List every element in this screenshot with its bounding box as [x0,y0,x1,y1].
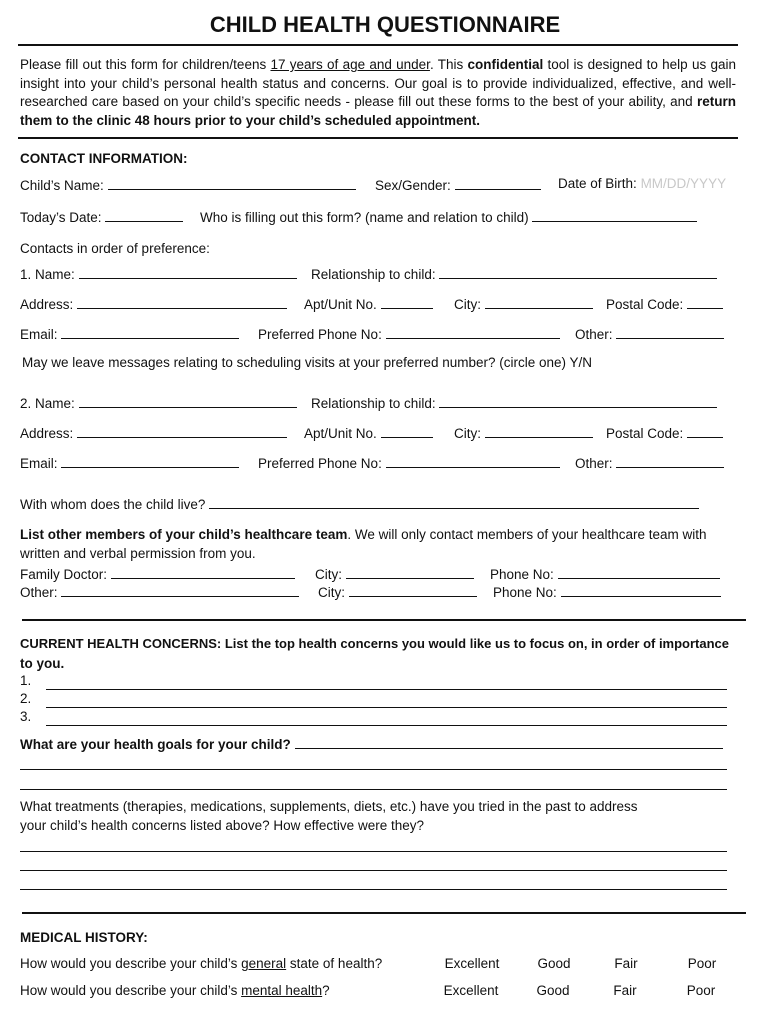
team-other-phone-input[interactable] [561,583,721,597]
contact2-address-field[interactable] [20,424,287,442]
sex-input[interactable] [455,176,541,190]
messages-question: May we leave messages relating to scheduling visits at your preferred number? (circle one) Y/N [22,355,593,370]
goals-field[interactable] [20,735,723,753]
contact1-postal-field[interactable] [606,295,723,313]
treatments-line-2[interactable] [20,870,727,871]
title-divider [18,44,738,46]
lives-with-field[interactable] [20,495,699,513]
contact2-relationship-label: Relationship to child: [311,396,436,411]
contact2-other-field[interactable] [575,454,724,472]
contact1-address-field[interactable] [20,295,287,313]
form-title: CHILD HEALTH QUESTIONNAIRE [209,12,561,37]
contact2-city-field[interactable] [454,424,593,442]
doctor-phone-field[interactable] [490,565,720,583]
contact1-apt-input[interactable] [381,295,433,309]
contact1-address-label: Address: [20,297,74,312]
doctor-city-field[interactable] [315,565,474,583]
concern-item-3-label: 3. [20,709,32,724]
contact1-phone-label: Preferred Phone No: [258,327,382,342]
intro-text-1: Please fill out this form for children/teens [20,57,271,72]
contact1-relationship-label: Relationship to child: [311,267,436,282]
contact2-other-input[interactable] [616,454,724,468]
doctor-phone-label: Phone No: [490,567,554,582]
doctor-phone-input[interactable] [558,565,720,579]
contact1-name-field[interactable] [20,265,297,283]
filled-by-label: Who is filling out this form? (name and relation to child) [200,210,529,225]
goals-label: What are your health goals for your child? [20,737,291,752]
healthcare-team-heading: List other members of your child’s healthcare team [20,527,348,542]
contact2-email-label: Email: [20,456,58,471]
lives-with-label: With whom does the child live? [20,497,206,512]
lives-with-input[interactable] [209,495,699,509]
family-doctor-field[interactable] [20,565,295,583]
contact2-email-input[interactable] [61,454,239,468]
contact2-name-label: 2. Name: [20,396,75,411]
contact2-apt-input[interactable] [381,424,433,438]
sex-field[interactable] [375,176,541,194]
dob-field[interactable] [558,176,726,192]
contact2-city-input[interactable] [485,424,593,438]
team-other-label: Other: [20,585,58,600]
team-other-city-input[interactable] [349,583,477,597]
contact2-city-label: City: [454,426,481,441]
child-name-label: Child’s Name: [20,178,104,193]
contact2-postal-field[interactable] [606,424,723,442]
concerns-divider [22,912,746,914]
todays-date-field[interactable] [20,208,183,226]
general-health-option-excellent[interactable]: Excellent [444,956,500,971]
mental-health-option-poor[interactable]: Poor [686,983,716,998]
intro-text-2: . This [429,57,468,72]
contact2-address-label: Address: [20,426,74,441]
contact1-relationship-field[interactable] [311,265,717,283]
team-other-field[interactable] [20,583,299,601]
concern-item-1-label: 1. [20,673,32,688]
contact2-postal-label: Postal Code: [606,426,684,441]
intro-text-3: tool is designed to help us gain insight into your child’s personal health status and concerns. Our goal is to provide individualized, effective, and well-researched care based on your child’s specific needs - please fill out these forms to the best of your ability, and [20,57,736,109]
contact1-postal-label: Postal Code: [606,297,684,312]
mental-health-q-post: ? [322,983,330,998]
mental-health-option-fair[interactable]: Fair [613,983,637,998]
team-other-phone-field[interactable] [493,583,721,601]
contact1-address-input[interactable] [77,295,287,309]
contact1-email-label: Email: [20,327,58,342]
treatments-question: What treatments (therapies, medications, supplements, diets, etc.) have you tried in the past to address [20,799,638,814]
mental-health-option-excellent[interactable]: Excellent [443,983,499,998]
todays-date-input[interactable] [105,208,183,222]
goals-input[interactable] [295,735,723,749]
concern-item-1-input[interactable] [46,689,727,690]
concerns-heading-2: to you. [20,656,65,671]
mental-health-q-emphasis: mental health [241,983,323,998]
treatments-line-3[interactable] [20,889,727,890]
general-health-option-poor[interactable]: Poor [687,956,717,971]
contact1-email-input[interactable] [61,325,239,339]
contact2-phone-input[interactable] [386,454,560,468]
general-health-option-good[interactable]: Good [537,956,571,971]
child-name-input[interactable] [108,176,356,190]
general-health-question [20,956,382,972]
treatments-line-1[interactable] [20,851,727,852]
intro-divider [18,137,738,139]
contact1-city-field[interactable] [454,295,593,313]
mental-health-q-pre: How would you describe your child’s [20,983,242,998]
general-health-q-pre: How would you describe your child’s [20,956,242,971]
doctor-city-input[interactable] [346,565,474,579]
contact-divider [22,619,746,621]
general-health-q-emphasis: general [241,956,287,971]
concern-item-3-input[interactable] [46,725,727,726]
general-health-q-post: state of health? [286,956,383,971]
contact1-city-label: City: [454,297,481,312]
contact1-phone-field[interactable] [258,325,560,343]
intro-return-notice: return them to the clinic 48 hours prior to your child’s scheduled appointment. [20,94,736,128]
team-other-phone-label: Phone No: [493,585,557,600]
contact2-apt-field[interactable] [304,424,433,442]
contact2-relationship-input[interactable] [439,394,717,408]
concerns-heading: CURRENT HEALTH CONCERNS: List the top health concerns you would like us to focus on, in order of importance [20,636,730,651]
treatments-question-2: your child’s health concerns listed above? How effective were they? [20,818,424,833]
team-other-city-field[interactable] [318,583,477,601]
contact2-email-field[interactable] [20,454,239,472]
sex-label: Sex/Gender: [375,178,451,193]
goals-line-3[interactable] [20,789,727,790]
family-doctor-label: Family Doctor: [20,567,108,582]
intro-paragraph [20,56,736,130]
contact2-name-field[interactable] [20,394,297,412]
healthcare-team-note: . We will only contact members of your healthcare team with [347,527,707,542]
contact1-other-label: Other: [575,327,613,342]
contact1-name-label: 1. Name: [20,267,75,282]
dob-input[interactable]: MM/DD/YYYY [640,176,727,191]
contact2-address-input[interactable] [77,424,287,438]
todays-date-label: Today’s Date: [20,210,102,225]
contact2-relationship-field[interactable] [311,394,717,412]
contact2-postal-input[interactable] [687,424,723,438]
contact1-name-input[interactable] [79,265,297,279]
contact1-apt-label: Apt/Unit No. [304,297,377,312]
healthcare-team-text [20,527,707,543]
general-health-option-fair[interactable]: Fair [614,956,638,971]
contact2-apt-label: Apt/Unit No. [304,426,377,441]
mental-health-option-good[interactable]: Good [536,983,570,998]
contact2-other-label: Other: [575,456,613,471]
contact1-other-input[interactable] [616,325,724,339]
contact1-postal-input[interactable] [687,295,723,309]
intro-age-limit: 17 years of age and under [270,57,430,72]
contact1-apt-field[interactable] [304,295,433,313]
team-other-input[interactable] [61,583,299,597]
contact1-phone-input[interactable] [386,325,560,339]
dob-label: Date of Birth: [558,176,637,191]
family-doctor-input[interactable] [111,565,295,579]
concern-item-2-label: 2. [20,691,32,706]
contact2-phone-field[interactable] [258,454,560,472]
medical-heading: MEDICAL HISTORY: [20,930,148,945]
contact1-city-input[interactable] [485,295,593,309]
doctor-city-label: City: [315,567,342,582]
team-other-city-label: City: [318,585,345,600]
mental-health-question [20,983,330,999]
contacts-order-label: Contacts in order of preference: [20,241,210,256]
child-name-field[interactable] [20,176,356,194]
healthcare-team-note-2: written and verbal permission from you. [20,546,256,561]
contact1-other-field[interactable] [575,325,724,343]
goals-line-2[interactable] [20,769,727,770]
contact-heading: CONTACT INFORMATION: [20,151,188,166]
intro-confidential: confidential [467,57,544,72]
concern-item-2-input[interactable] [46,707,727,708]
contact2-name-input[interactable] [79,394,297,408]
contact2-phone-label: Preferred Phone No: [258,456,382,471]
contact1-email-field[interactable] [20,325,239,343]
contact1-relationship-input[interactable] [439,265,717,279]
filled-by-input[interactable] [532,208,697,222]
filled-by-field[interactable] [200,208,697,226]
